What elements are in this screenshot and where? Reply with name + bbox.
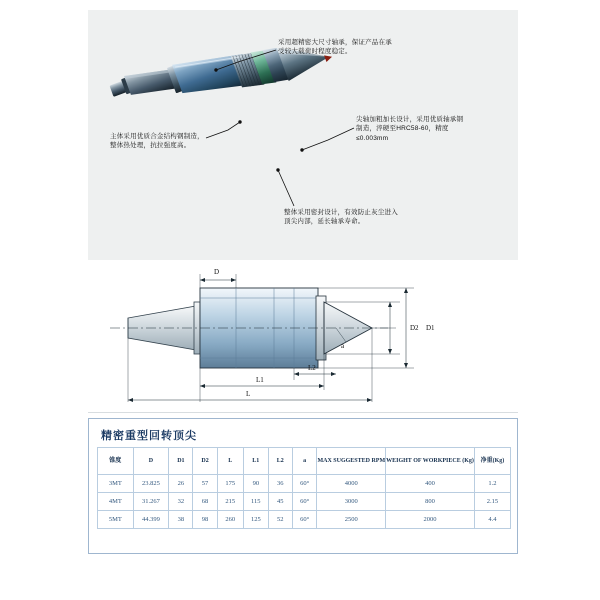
cell-d2: 68	[193, 493, 217, 511]
cell-d1: 26	[169, 475, 193, 493]
dim-label-D1: D1	[426, 324, 435, 332]
spec-table-title: 精密重型回转顶尖	[101, 430, 197, 442]
cell-l: 260	[217, 511, 243, 529]
table-header-row	[98, 448, 511, 475]
dim-label-a: a	[341, 342, 345, 350]
col-header-l: L	[217, 448, 243, 475]
cell-d2: 98	[193, 511, 217, 529]
cell-d2: 57	[193, 475, 217, 493]
cell-a: 60°	[292, 511, 317, 529]
cell-l1: 90	[243, 475, 268, 493]
cell-taper: 5MT	[98, 511, 134, 529]
col-header-max-rpm: MAX SUGGESTED RPM	[317, 448, 386, 475]
cell-taper: 3MT	[98, 475, 134, 493]
cell-l1: 125	[243, 511, 268, 529]
cell-max-rpm: 3000	[317, 493, 386, 511]
dim-label-L2: L2	[308, 364, 316, 372]
col-header-workpiece-weight: WEIGHT OF WORKPIECE (Kg)	[386, 448, 475, 475]
cell-max-rpm: 4000	[317, 475, 386, 493]
technical-drawing-svg	[88, 262, 518, 410]
cell-l2: 36	[268, 475, 292, 493]
cell-d: 23.825	[133, 475, 169, 493]
cell-a: 60°	[292, 475, 317, 493]
col-header-a: a	[292, 448, 317, 475]
cell-workpiece-weight: 800	[386, 493, 475, 511]
spec-table-panel	[88, 418, 518, 554]
cell-l: 175	[217, 475, 243, 493]
top-figure-panel	[88, 10, 518, 260]
cell-taper: 4MT	[98, 493, 134, 511]
cell-d1: 38	[169, 511, 193, 529]
cell-net-weight: 4.4	[474, 511, 510, 529]
col-header-d: D	[133, 448, 169, 475]
spec-table	[97, 447, 511, 529]
col-header-l2: L2	[268, 448, 292, 475]
dim-label-D2: D2	[410, 324, 419, 332]
divider-mid	[88, 412, 518, 413]
cell-l: 215	[217, 493, 243, 511]
col-header-d2: D2	[193, 448, 217, 475]
col-header-taper: 锥度	[98, 448, 134, 475]
table-row	[98, 511, 511, 529]
cell-workpiece-weight: 2000	[386, 511, 475, 529]
cell-net-weight: 1.2	[474, 475, 510, 493]
technical-drawing-panel	[88, 262, 518, 410]
col-header-d1: D1	[169, 448, 193, 475]
callout-bearing: 采用超精密大尺寸轴承，保证产品在承受较大载荷时程度稳定。	[278, 39, 392, 56]
col-header-l1: L1	[243, 448, 268, 475]
cell-d1: 32	[169, 493, 193, 511]
cell-max-rpm: 2500	[317, 511, 386, 529]
callout-tip: 尖轴加粗加长设计，采用优质轴承钢制造，淬硬至HRC58-60，精度≤0.003mm	[356, 116, 464, 142]
cell-l2: 52	[268, 511, 292, 529]
table-row	[98, 475, 511, 493]
cell-workpiece-weight: 400	[386, 475, 475, 493]
cell-d: 44.399	[133, 511, 169, 529]
table-row	[98, 493, 511, 511]
callout-seal: 整体采用密封设计，有效防止灰尘进入顶尖内部，延长轴承寿命。	[284, 209, 398, 226]
cell-l1: 115	[243, 493, 268, 511]
table-body	[98, 475, 511, 529]
cell-l2: 45	[268, 493, 292, 511]
dim-label-L1: L1	[256, 376, 264, 384]
cell-d: 31.267	[133, 493, 169, 511]
dim-label-L: L	[246, 390, 251, 398]
cell-a: 60°	[292, 493, 317, 511]
col-header-net-weight: 净重(Kg)	[474, 448, 510, 475]
dim-label-D: D	[214, 268, 220, 276]
callout-body: 主体采用优质合金结构钢制造，整体热处理，抗拉强度高。	[110, 133, 204, 150]
cell-net-weight: 2.15	[474, 493, 510, 511]
